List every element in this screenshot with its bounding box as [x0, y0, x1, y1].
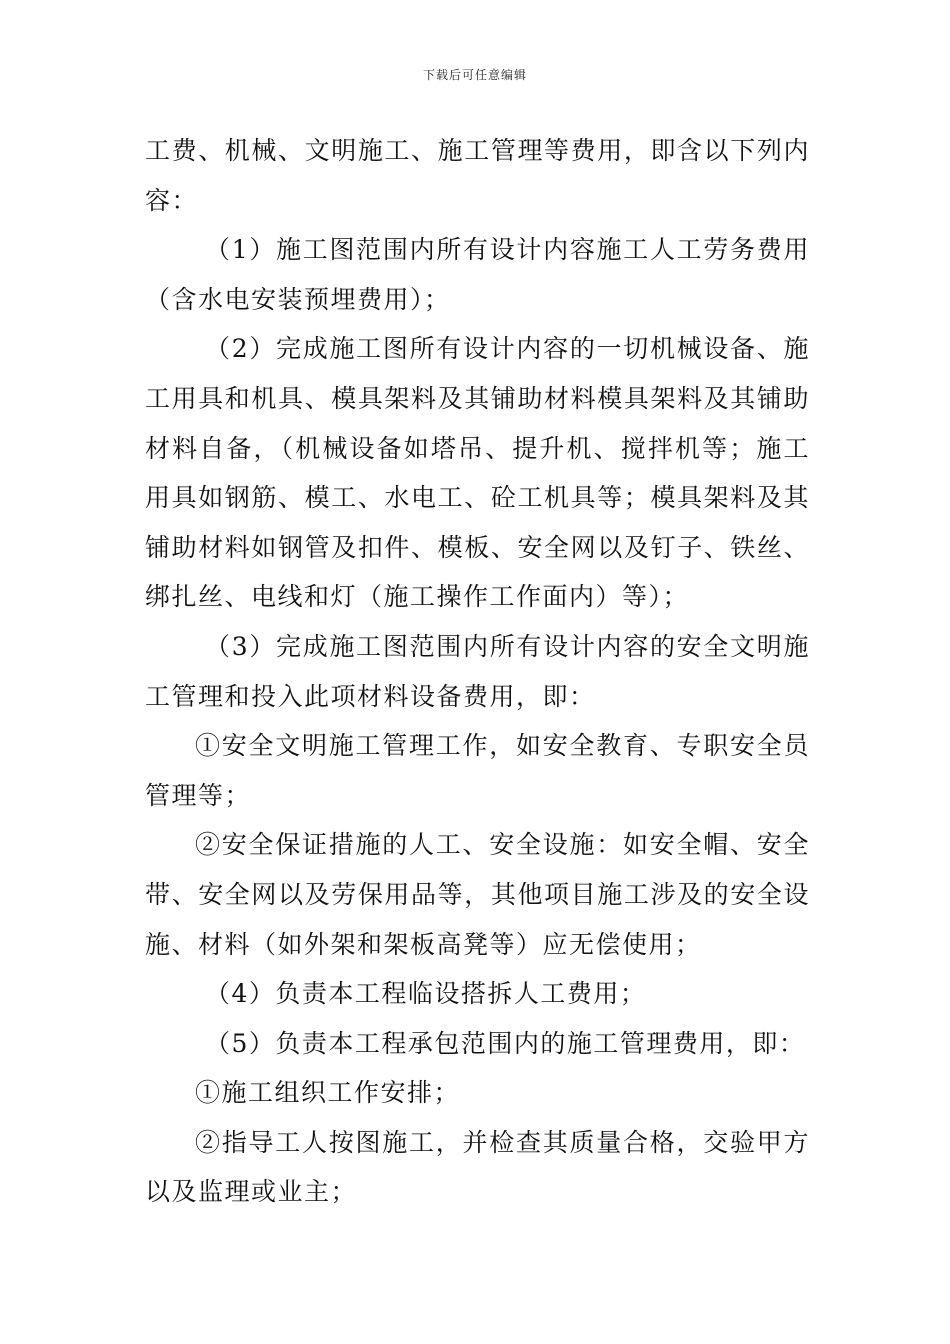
paragraph-fees-intro: 工费、机械、文明施工、施工管理等费用，即含以下列内容：	[145, 136, 810, 215]
paragraph-subitem-3-2: ②安全保证措施的人工、安全设施：如安全帽、安全带、安全网以及劳保用品等，其他项目施工涉及的安全设施、材料（如外架和架板高凳等）应无偿使用；	[145, 830, 810, 959]
paragraph-subitem-5-2: ②指导工人按图施工，并检查其质量合格，交验甲方以及监理或业主；	[145, 1127, 810, 1207]
paragraph-item-3: （3）完成施工图范围内所有设计内容的安全文明施工管理和投入此项材料设备费用，即：	[145, 631, 810, 711]
paragraph-subitem-3-1: ①安全文明施工管理工作，如安全教育、专职安全员管理等；	[145, 731, 810, 810]
paragraph-item-2: （2）完成施工图所有设计内容的一切机械设备、施工用具和机具、模具架料及其铺助材料模具架料及其铺助材料自备，（机械设备如塔吊、提升机、搅拌机等；施工用具如钢筋、模工、水电工、砼工机具等；模具架料及其铺助材料如钢管及扣件、模板、安全网以及钉子、铁丝、绑扎丝、电线和灯（施工操作工作面内）等）；	[145, 334, 810, 612]
paragraph-item-1: （1）施工图范围内所有设计内容施工人工劳务费用（含水电安装预埋费用）；	[145, 235, 810, 314]
document-body	[145, 126, 810, 1217]
page-header: 下载后可任意编辑	[422, 68, 527, 82]
paragraph-item-5: （5）负责本工程承包范围内的施工管理费用，即：	[205, 1028, 806, 1058]
paragraph-item-4: （4）负责本工程临设搭拆人工费用；	[205, 979, 647, 1009]
paragraph-subitem-5-1: ①施工组织工作安排；	[195, 1078, 461, 1108]
